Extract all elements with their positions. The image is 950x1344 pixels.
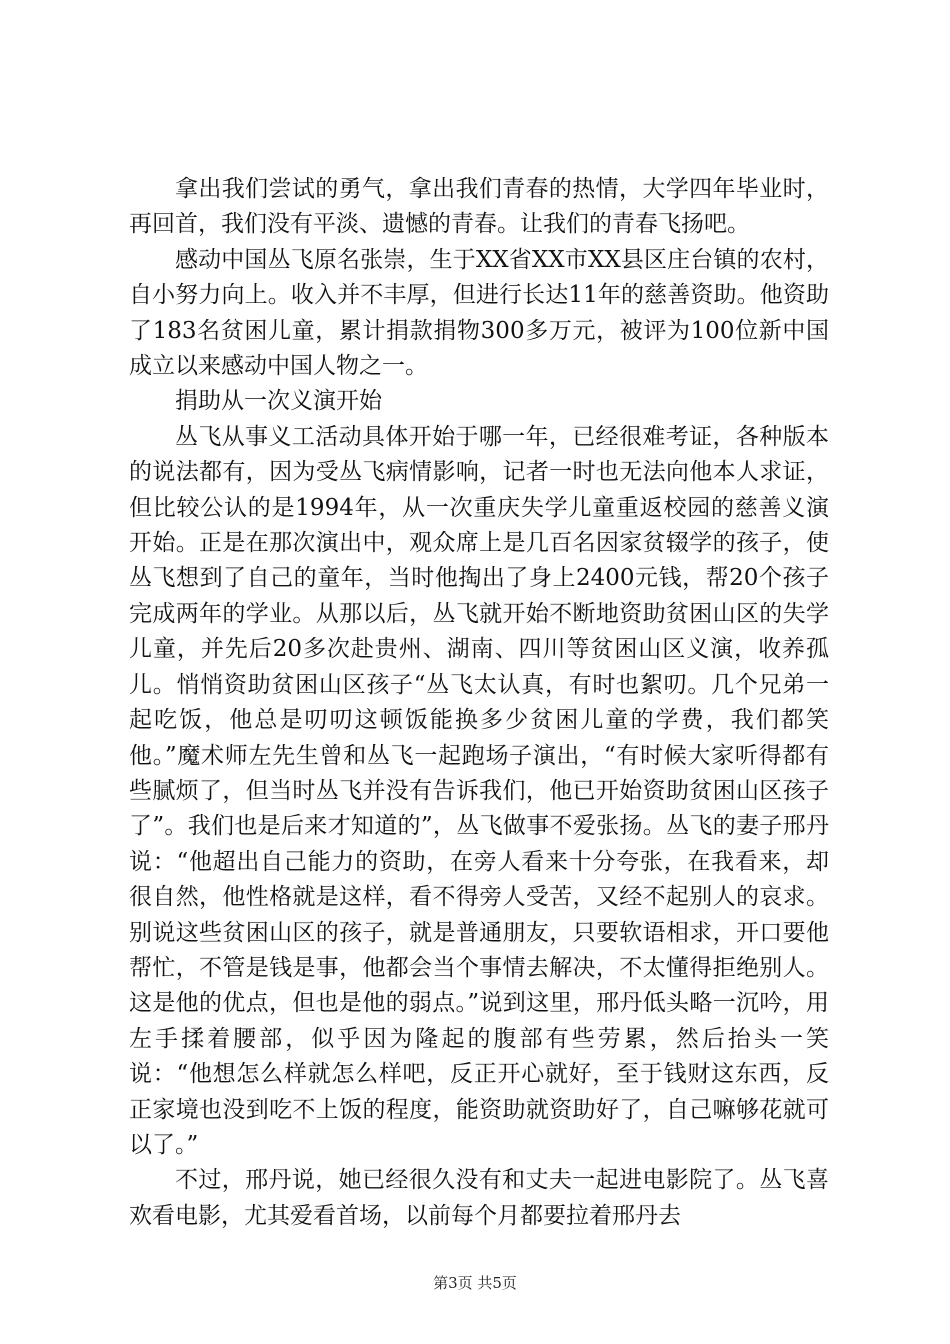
paragraph-youth: 拿出我们尝试的勇气，拿出我们青春的热情，大学四年毕业时，再回首，我们没有平淡、遗憾的青春。让我们的青春飞扬吧。 <box>129 176 829 238</box>
section-heading: 捐助从一次义演开始 <box>175 388 382 415</box>
paragraph-charity-story: 丛飞从事义工活动具体开始于哪一年，已经很难考证，各种版本的说法都有，因为受丛飞病情影响，记者一时也无法向他本人求证，但比较公认的是1994年，从一次重庆失学儿童重返校园的慈善义演开始。正是在那次演出中，观众席上是几百名因家贫辍学的孩子，使丛飞想到了自己的童年，当时他掏出了身上2400元钱，帮20个孩子完成两年的学业。从那以后，丛飞就开始不断地资助贫困山区的失学儿童，并先后20多次赴贵州、湖南、四川等贫困山区义演，收养孤儿。悄悄资助贫困山区孩子“丛飞太认真，有时也絮叨。几个兄弟一起吃饭，他总是叨叨这顿饭能换多少贫困儿童的学费，我们都笑他。”魔术师左先生曾和丛飞一起跑场子演出，“有时候大家听得都有些腻烦了，但当时丛飞并没有告诉我们，他已开始资助贫困山区孩子了”。我们也是后来才知道的”，丛飞做事不爱张扬。丛飞的妻子邢丹说：“他超出自己能力的资助，在旁人看来十分夸张，在我看来，却很自然，他性格就是这样，看不得旁人受苦，又经不起别人的哀求。别说这些贫困山区的孩子，就是普通朋友，只要软语相求，开口要他帮忙，不管是钱是事，他都会当个事情去解决，不太懂得拒绝别人。这是他的优点，但也是他的弱点。”说到这里，邢丹低头略一沉吟，用左手揉着腰部，似乎因为隆起的腹部有些劳累，然后抬头一笑说：“他想怎么样就怎么样吧，反正开心就好，至于钱财这东西，反正家境也没到吃不上饭的程度，能资助就资助好了，自己嘛够花就可以了。” <box>129 423 829 1158</box>
document-body <box>129 172 829 1234</box>
paragraph-congfei-intro: 感动中国丛飞原名张崇，生于XX省XX市XX县区庄台镇的农村，自小努力向上。收入并不丰厚，但进行长达11年的慈善资助。他资助了183名贫困儿童，累计捐款捐物300多万元，被评为100位新中国成立以来感动中国人物之一。 <box>129 246 829 380</box>
paragraph-cinema: 不过，邢丹说，她已经很久没有和丈夫一起进电影院了。丛飞喜欢看电影，尤其爱看首场，以前每个月都要拉着邢丹去 <box>129 1167 829 1229</box>
page-footer: 第3页 共5页 <box>433 1274 517 1292</box>
